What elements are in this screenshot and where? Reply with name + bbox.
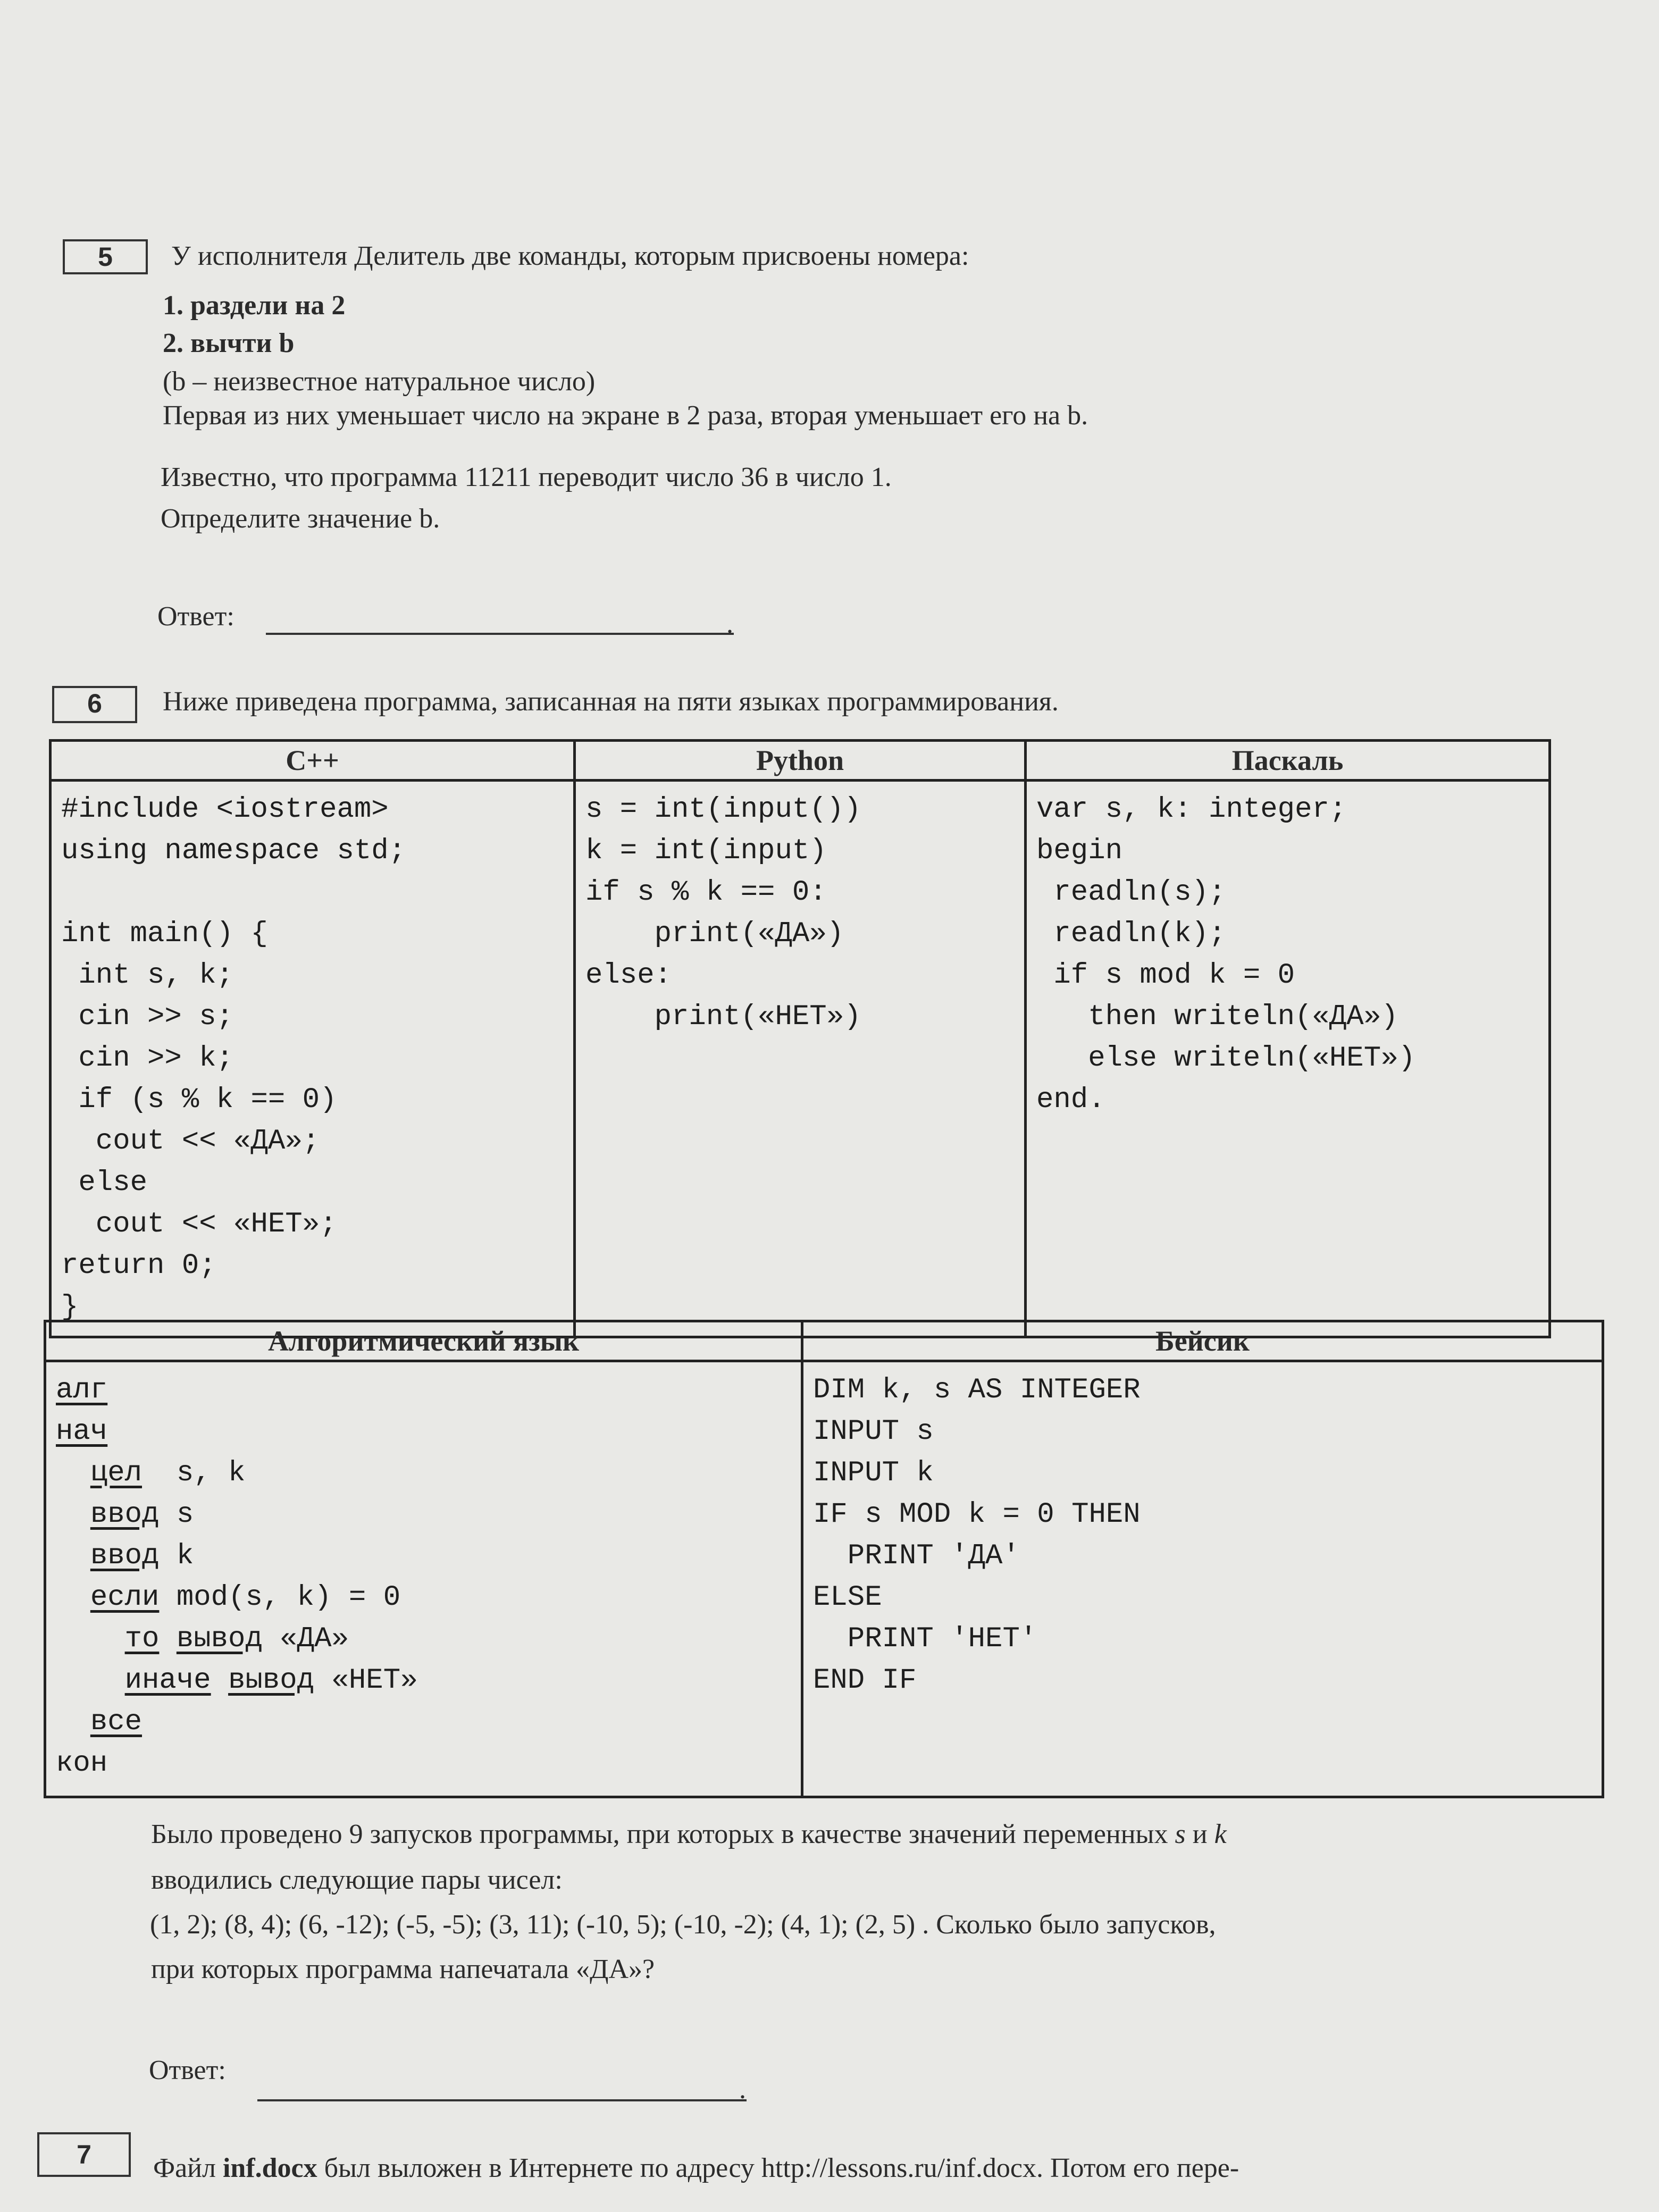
code-table-bottom (44, 1320, 1604, 1798)
algo-nach: нач (56, 1415, 108, 1448)
task-7-file: inf.docx (222, 2153, 317, 2183)
code-algo (46, 1362, 801, 1792)
task-5-answer-label: Ответ: (157, 601, 234, 632)
header-pascal: Паскаль (1026, 741, 1550, 781)
algo-vvod-1: ввод (90, 1498, 160, 1531)
header-algo: Алгоритмический язык (45, 1321, 802, 1361)
algo-vyvod-2-rest: «НЕТ» (314, 1664, 418, 1697)
cell-pascal (1026, 781, 1550, 1337)
header-basic: Бейсик (802, 1321, 1603, 1361)
task-6-runs-line-1 (151, 1819, 1227, 1850)
algo-tsel-rest: s, k (142, 1457, 246, 1489)
task-7-line (153, 2152, 1239, 2184)
runs-and: и (1185, 1819, 1214, 1849)
task-5-answer-field[interactable] (266, 633, 734, 635)
task-5-number: 5 (63, 239, 148, 274)
task-6-runs-line-3: (1, 2); (8, 4); (6, -12); (-5, -5); (3, 11); (-10, 5); (-10, -2); (4, 1); (2, 5) . Сколько было запусков, (150, 1909, 1216, 1940)
algo-vvod-1-rest: s (159, 1498, 194, 1531)
task-5-command-1: 1. раздели на 2 (163, 290, 346, 321)
task-5-note: (b – неизвестное натуральное число) (163, 366, 596, 397)
task-5-command-2: 2. вычти b (163, 328, 295, 358)
task-6-intro: Ниже приведена программа, записанная на пяти языках программирования. (163, 686, 1059, 717)
header-cpp: С++ (51, 741, 575, 781)
task-6-runs-line-2: вводились следующие пары чисел: (151, 1865, 563, 1895)
task-5-answer-tail: . (726, 609, 733, 639)
task-5-known: Известно, что программа 11211 переводит число 36 в число 1. (161, 462, 892, 492)
algo-to: то (124, 1623, 160, 1655)
code-python: s = int(input()) k = int(input) if s % k == 0: print(«ДА») else: print(«НЕТ») (585, 793, 861, 1033)
algo-alg: алг (56, 1374, 108, 1406)
code-pascal: var s, k: integer; begin readln(s); readln(k); if s mod k = 0 then writeln(«ДА») else writeln(«НЕТ») end. (1036, 793, 1415, 1116)
cell-python (575, 781, 1026, 1337)
cell-algo (45, 1361, 802, 1797)
algo-esli: если (90, 1581, 160, 1614)
algo-tsel: цел (90, 1457, 143, 1489)
cell-basic (802, 1361, 1603, 1797)
task-7-text-b: был выложен в Интернете по адресу http://lessons.ru/inf.docx. Потом его пере- (317, 2153, 1239, 2183)
task-6-number: 6 (52, 686, 137, 723)
task-5-question: Определите значение b. (161, 504, 440, 534)
task-5-description: Первая из них уменьшает число на экране в 2 раза, вторая уменьшает его на b. (163, 400, 1088, 431)
task-7-number: 7 (37, 2132, 131, 2177)
algo-vvod-2-rest: k (159, 1540, 194, 1572)
algo-kon: кон (56, 1747, 108, 1780)
task-6-answer-tail: . (739, 2074, 746, 2105)
algo-esli-rest: mod(s, k) = 0 (159, 1581, 401, 1614)
algo-vse: все (90, 1706, 143, 1738)
algo-vyvod-1: вывод (176, 1623, 263, 1655)
task-6-answer-field[interactable] (257, 2099, 747, 2101)
algo-vyvod-2: вывод (228, 1664, 315, 1697)
algo-vvod-2: ввод (90, 1540, 160, 1572)
header-python: Python (575, 741, 1026, 781)
code-table-top (49, 739, 1551, 1338)
task-5-intro: У исполнителя Делитель две команды, которым присвоены номера: (171, 241, 969, 271)
task-6-answer-label: Ответ: (149, 2055, 226, 2085)
algo-inache: иначе (124, 1664, 211, 1697)
algo-vyvod-1-rest: «ДА» (262, 1623, 349, 1655)
runs-var-k: k (1214, 1819, 1227, 1849)
code-cpp: #include <iostream> using namespace std; int main() { int s, k; cin >> s; cin >> k; if (s % k == 0) cout << «ДА»; else cout << «НЕТ»; return 0; } (61, 793, 406, 1323)
task-7-text-a: Файл (153, 2153, 223, 2183)
cell-cpp (51, 781, 575, 1337)
task-6-runs-line-4: при которых программа напечатала «ДА»? (151, 1954, 655, 1984)
runs-text-a: Было проведено 9 запусков программы, при которых в качестве значений переменных (151, 1819, 1175, 1849)
runs-var-s: s (1175, 1819, 1186, 1849)
code-basic: DIM k, s AS INTEGER INPUT s INPUT k IF s MOD k = 0 THEN PRINT 'ДА' ELSE PRINT 'НЕТ' END IF (813, 1374, 1141, 1697)
